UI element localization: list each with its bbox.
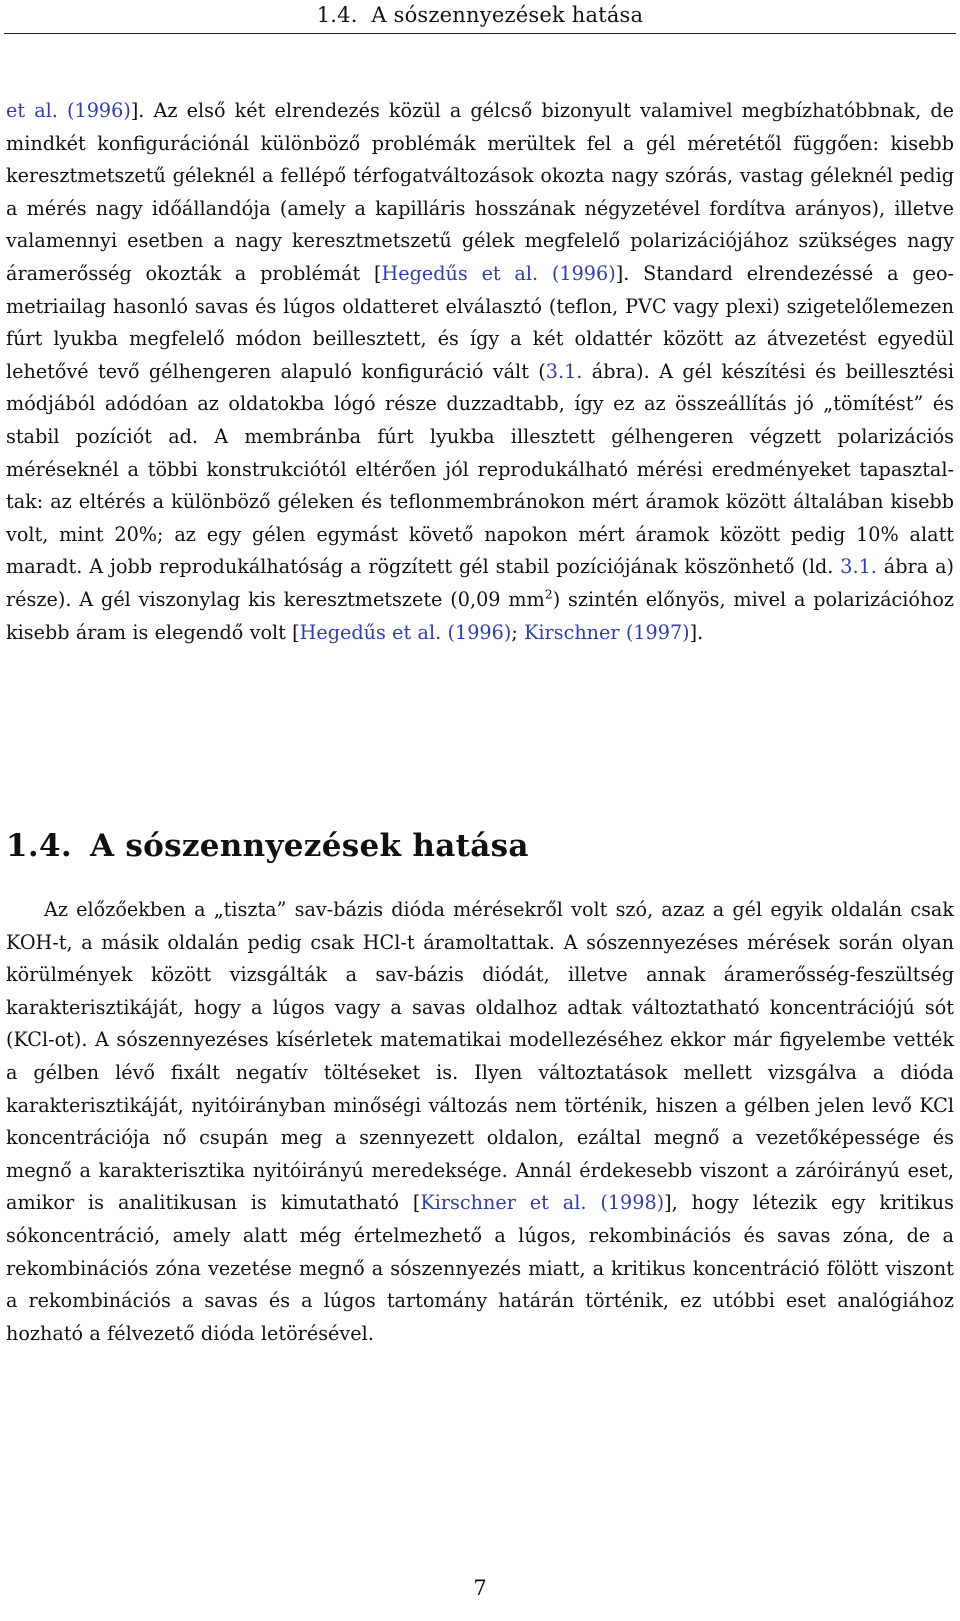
superscript-2: 2 [544,586,553,602]
figure-ref-link-3-1-a[interactable]: 3.1. [840,555,877,579]
paragraph-text: ábra a) része). A gél viszonylag kis keresztmetszete (0,09 mm [6,555,954,611]
header-rule [4,33,956,34]
paragraph-text: Az előzőekben a „tiszta” sav-bázis dióda mérésekről volt szó, azaz a gél egyik oldalán csak KOH-t, a másik oldalán pedig csak HCl-t áramoltattak. A sószennyezéses mérések során olyan körülmények között vizsgálták a sav-bázis diódát, illetve annak áramerősség-feszültség karakterisztikáját, hogy a lúgos vagy a savas oldalhoz adtak változtatható koncentrációjú sót (KCl-ot). A sószennyezéses kísérletek matematikai modellezéséhez ekkor már figyelembe vették a gélben lévő fixált negatív töltéseket is. Ilyen változtatások mellett vizsgálva a dióda karakterisztikáját, nyitóirányban minőségi változás nem történik, hiszen a gélben jelen levő KCl koncentrációja nő csupán meg a szennyezett oldalon, ezáltal megnő a vezetőképessége és megnő a karakterisztika nyitóirányú meredeksége. Annál érdekesebb viszont a záróirányú eset, amikor is analitikusan is kimutatható [ [6,898,954,1215]
citation-link-kirschner-1998[interactable]: Kirschner et al. (1998) [420,1191,665,1215]
paragraph-text: ]. [130,99,154,122]
running-header [0,0,960,34]
citation-link-hegedus-1996[interactable]: Hegedűs et al. (1996) [381,261,616,285]
paragraph-text: ) szintén előnyös, mivel a polarizációhoz kisebb áram is elegendő volt [ [6,587,954,644]
paragraph-text: ], hogy létezik egy kritikus sókoncentráció, amely alatt még értelmezhető a lúgos, rekombinációs és savas zóna, de a rekombinációs zóna vezetése megnő a sószennyezés miatt, a kritikus koncentráció fölött viszont a rekombinációs a savas és a lúgos tartomány határán történik, ez utóbbi eset analógiához hozható a félvezető dióda letörésével. [6,1191,954,1345]
paragraph-section-body [6,894,954,1350]
section-heading [6,826,529,866]
section-title: A sószennyezések hatása [89,828,529,864]
running-header-title: A sószennyezések hatása [371,3,644,27]
running-header-number: 1.4. [316,3,358,27]
section-number: 1.4. [6,828,72,864]
citation-link-hegedus-1996-continued[interactable]: et al. (1996) [6,99,131,122]
figure-ref-link-3-1[interactable]: 3.1. [545,359,583,383]
paragraph-text: ]. Standard elrendezéssé a geometriailag hasonló savas és lúgos oldatteret elválasztó (teflon, PVC vagy plexi) szigetelőlemezen fúrt lyukba megfelelő módon beillesztett, és így a két oldattér között az átvezetést egyedül lehetővé tevő gélhengeren alapuló konfiguráció vált ( [6,261,954,383]
page-number: 7 [473,1576,487,1600]
paragraph-text: ; [511,620,525,644]
citation-link-kirschner-1997[interactable]: Kirschner (1997) [524,620,690,644]
paragraph-text: ]. [689,620,704,644]
paragraph-continued [6,95,954,649]
paragraph-text: Az első két elrendezés közül a gélcső bizonyult valamivel megbízhatóbbnak, de mindkét konfigurációnál különböző problémák merültek fel a gél méretétől függően: kisebb keresztmetszetű géleknél a fellépő térfogatváltozások okozta nagy szórás, vastag géleknél pedig a mérés nagy időállandója (amely a kapilláris hosszának négyzetével fordítva arányos), illetve valamennyi esetben a nagy keresztmetszetű gélek megfelelő polarizációjához szükséges nagy áramerősség okozták a problémát [ [6,99,954,285]
citation-link-hegedus-1996-b[interactable]: Hegedűs et al. (1996) [299,620,512,644]
paragraph-text: ábra). A gél készítési és beillesztési módjából adódóan az oldatokba lógó része duzzadtabb, így ez az összeállítás jó „tömítést” és stabil pozíciót ad. A membránba fúrt lyukba illesztett gélhengeren végzett polarizációs méréseknél a többi konstrukciótól eltérően jól reprodukálható mérési eredményeket tapasztaltak: az eltérés a különböző géleken és teflonmembránokon mért áramok között általában kisebb volt, mint 20%; az egy gélen egymást követő napokon mért áramok között pedig 10% alatt maradt. A jobb reprodukálhatóság a rögzített gél stabil pozíciójának köszönhető (ld. [6,359,954,579]
